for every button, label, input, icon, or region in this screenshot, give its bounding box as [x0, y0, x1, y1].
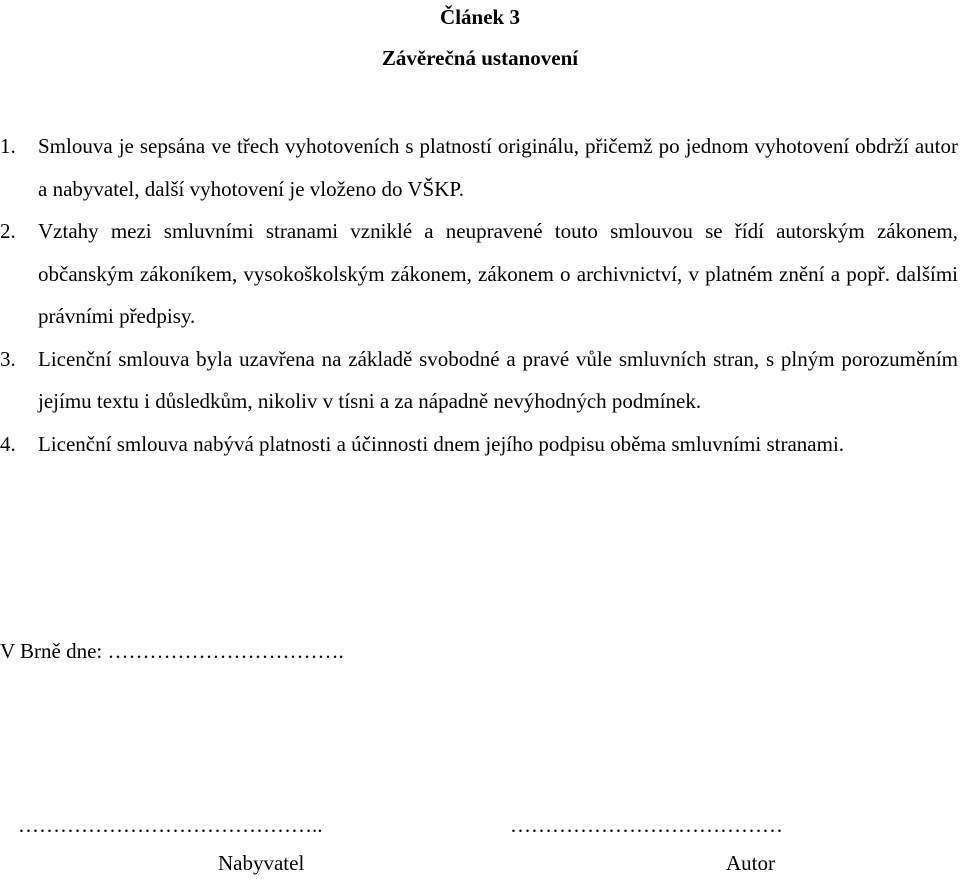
clause-list	[0, 125, 958, 465]
clause-1	[0, 125, 958, 210]
clause-text: Licenční smlouva nabývá platnosti a účinnosti dnem jejího podpisu oběma smluvními stranami.	[38, 431, 845, 456]
clause-number: 4.	[0, 431, 16, 456]
clause-number: 1.	[0, 134, 16, 158]
article-number: Článek 3	[440, 5, 520, 29]
signature-label-licensee: Nabyvatel	[218, 851, 305, 875]
clause-text: Smlouva je sepsána ve třech vyhotoveních s platností originálu, přičemž po jednom vyhotovení obdrží autor a nabyvatel, další vyhotovení je vloženo do VŠKP.	[38, 134, 958, 201]
signature-label-author: Autor	[726, 851, 775, 875]
place-date-line: V Brně dne: …………………………….	[0, 639, 344, 663]
signature-line-licensee: ……………………………………..	[18, 813, 323, 837]
clause-3	[0, 338, 958, 423]
clause-2	[0, 210, 958, 338]
clause-text: Licenční smlouva byla uzavřena na základě svobodné a pravé vůle smluvních stran, s plným porozuměním jejímu textu i důsledkům, nikoliv v tísni a za nápadně nevýhodných podmínek.	[38, 346, 958, 413]
clause-number: 2.	[0, 219, 16, 243]
clause-text: Vztahy mezi smluvními stranami vzniklé a neupravené touto smlouvou se řídí autorským zákonem, občanským zákoníkem, vysokoškolským zákonem, zákonem o archivnictví, v platném znění a popř. dalšími právními předpisy.	[38, 219, 958, 328]
clause-4	[0, 423, 958, 466]
article-heading: Závěrečná ustanovení	[381, 46, 579, 70]
signature-line-author: …………………………………	[510, 813, 783, 837]
clause-number: 3.	[0, 346, 16, 371]
